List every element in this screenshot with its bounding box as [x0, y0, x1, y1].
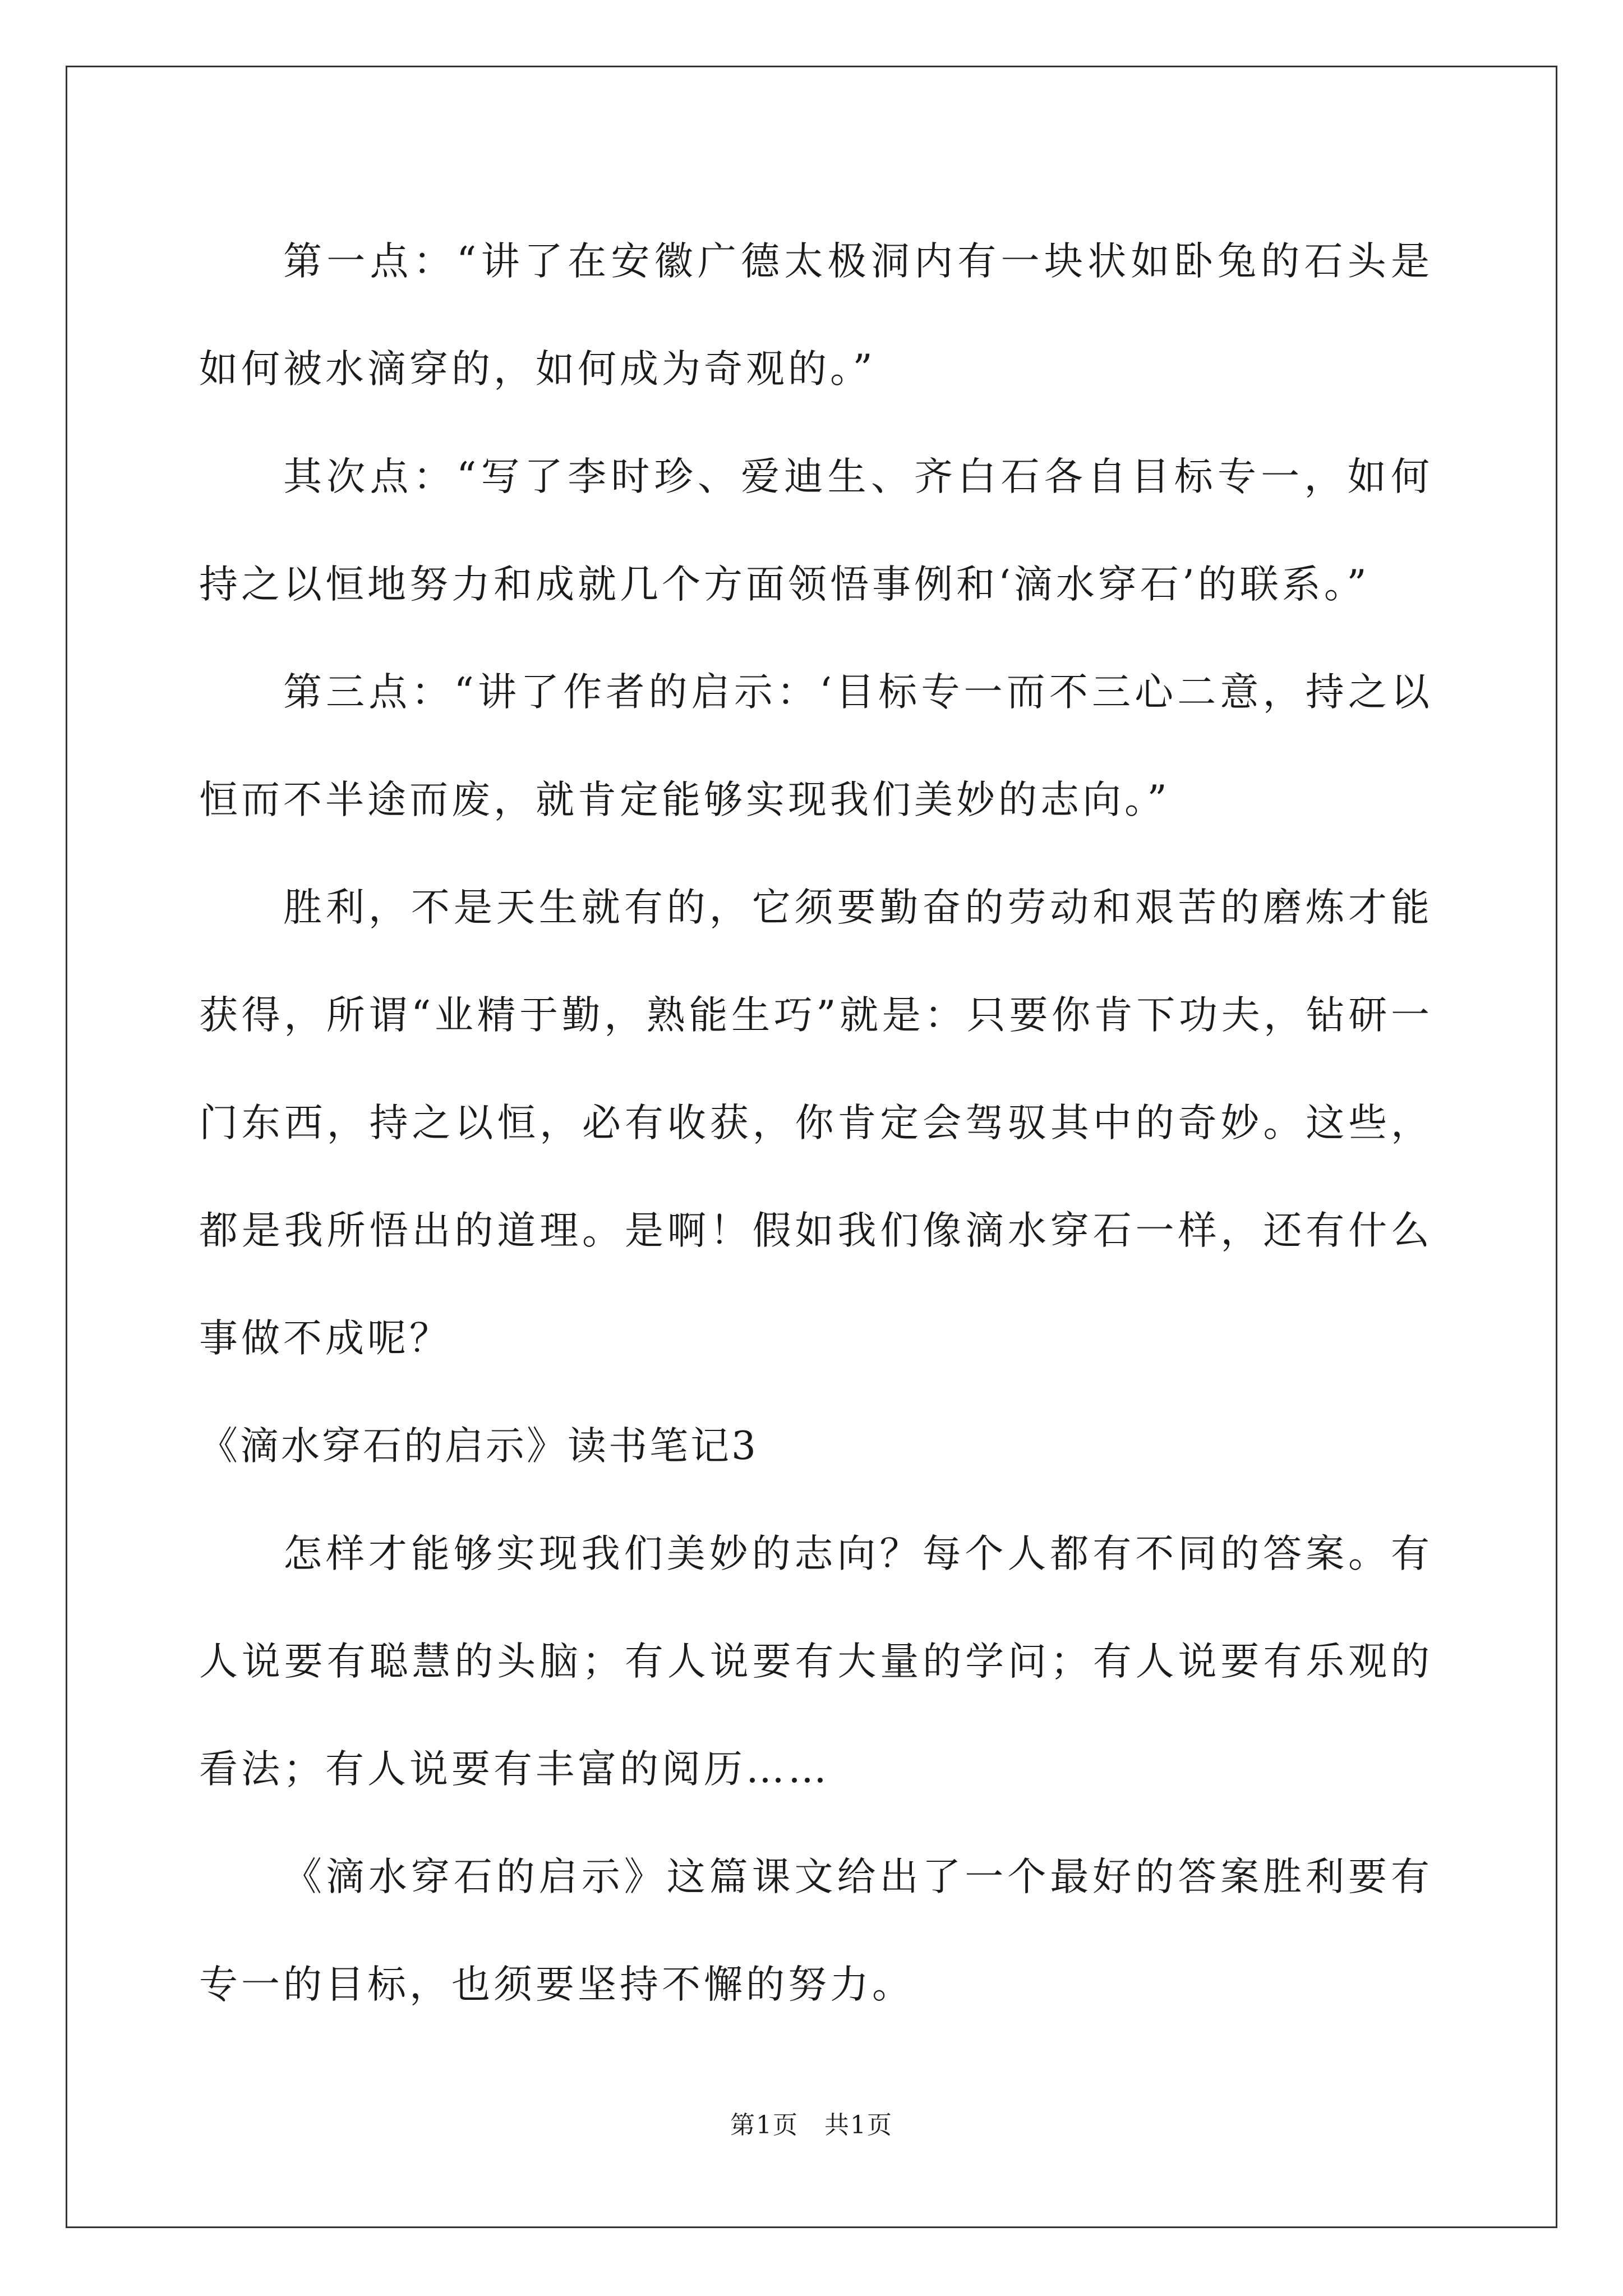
paragraph-5: 怎样才能够实现我们美妙的志向？每个人都有不同的答案。有人说要有聪慧的头脑；有人说要有大量的学问；有人说要有乐观的看法；有人说要有丰富的阅历…… [199, 1531, 1433, 1792]
document-body [199, 208, 1433, 2039]
page-footer: 第1页 共1页 [730, 2111, 893, 2139]
paragraph-1: 第一点：“讲了在安徽广德太极洞内有一块状如卧兔的石头是如何被水滴穿的，如何成为奇观的。” [199, 239, 1433, 392]
paragraph-3: 第三点：“讲了作者的启示：‘目标专一而不三心二意，持之以恒而不半途而废，就肯定能够实现我们美妙的志向。” [199, 670, 1433, 822]
section-heading: 《滴水穿石的启示》读书笔记3 [199, 1424, 758, 1469]
paragraph-2: 其次点：“写了李时珍、爱迪生、齐白石各自目标专一，如何持之以恒地努力和成就几个方面领悟事例和‘滴水穿石’的联系。” [199, 454, 1433, 607]
paragraph-6: 《滴水穿石的启示》这篇课文给出了一个最好的答案胜利要有专一的目标，也须要坚持不懈的努力。 [199, 1855, 1433, 2007]
paragraph-4: 胜利，不是天生就有的，它须要勤奋的劳动和艰苦的磨炼才能获得，所谓“业精于勤，熟能生巧”就是：只要你肯下功夫，钻研一门东西，持之以恒，必有收获，你肯定会驾驭其中的奇妙。这些，都是我所悟出的道理。是啊！假如我们像滴水穿石一样，还有什么事做不成呢？ [199, 885, 1433, 1361]
